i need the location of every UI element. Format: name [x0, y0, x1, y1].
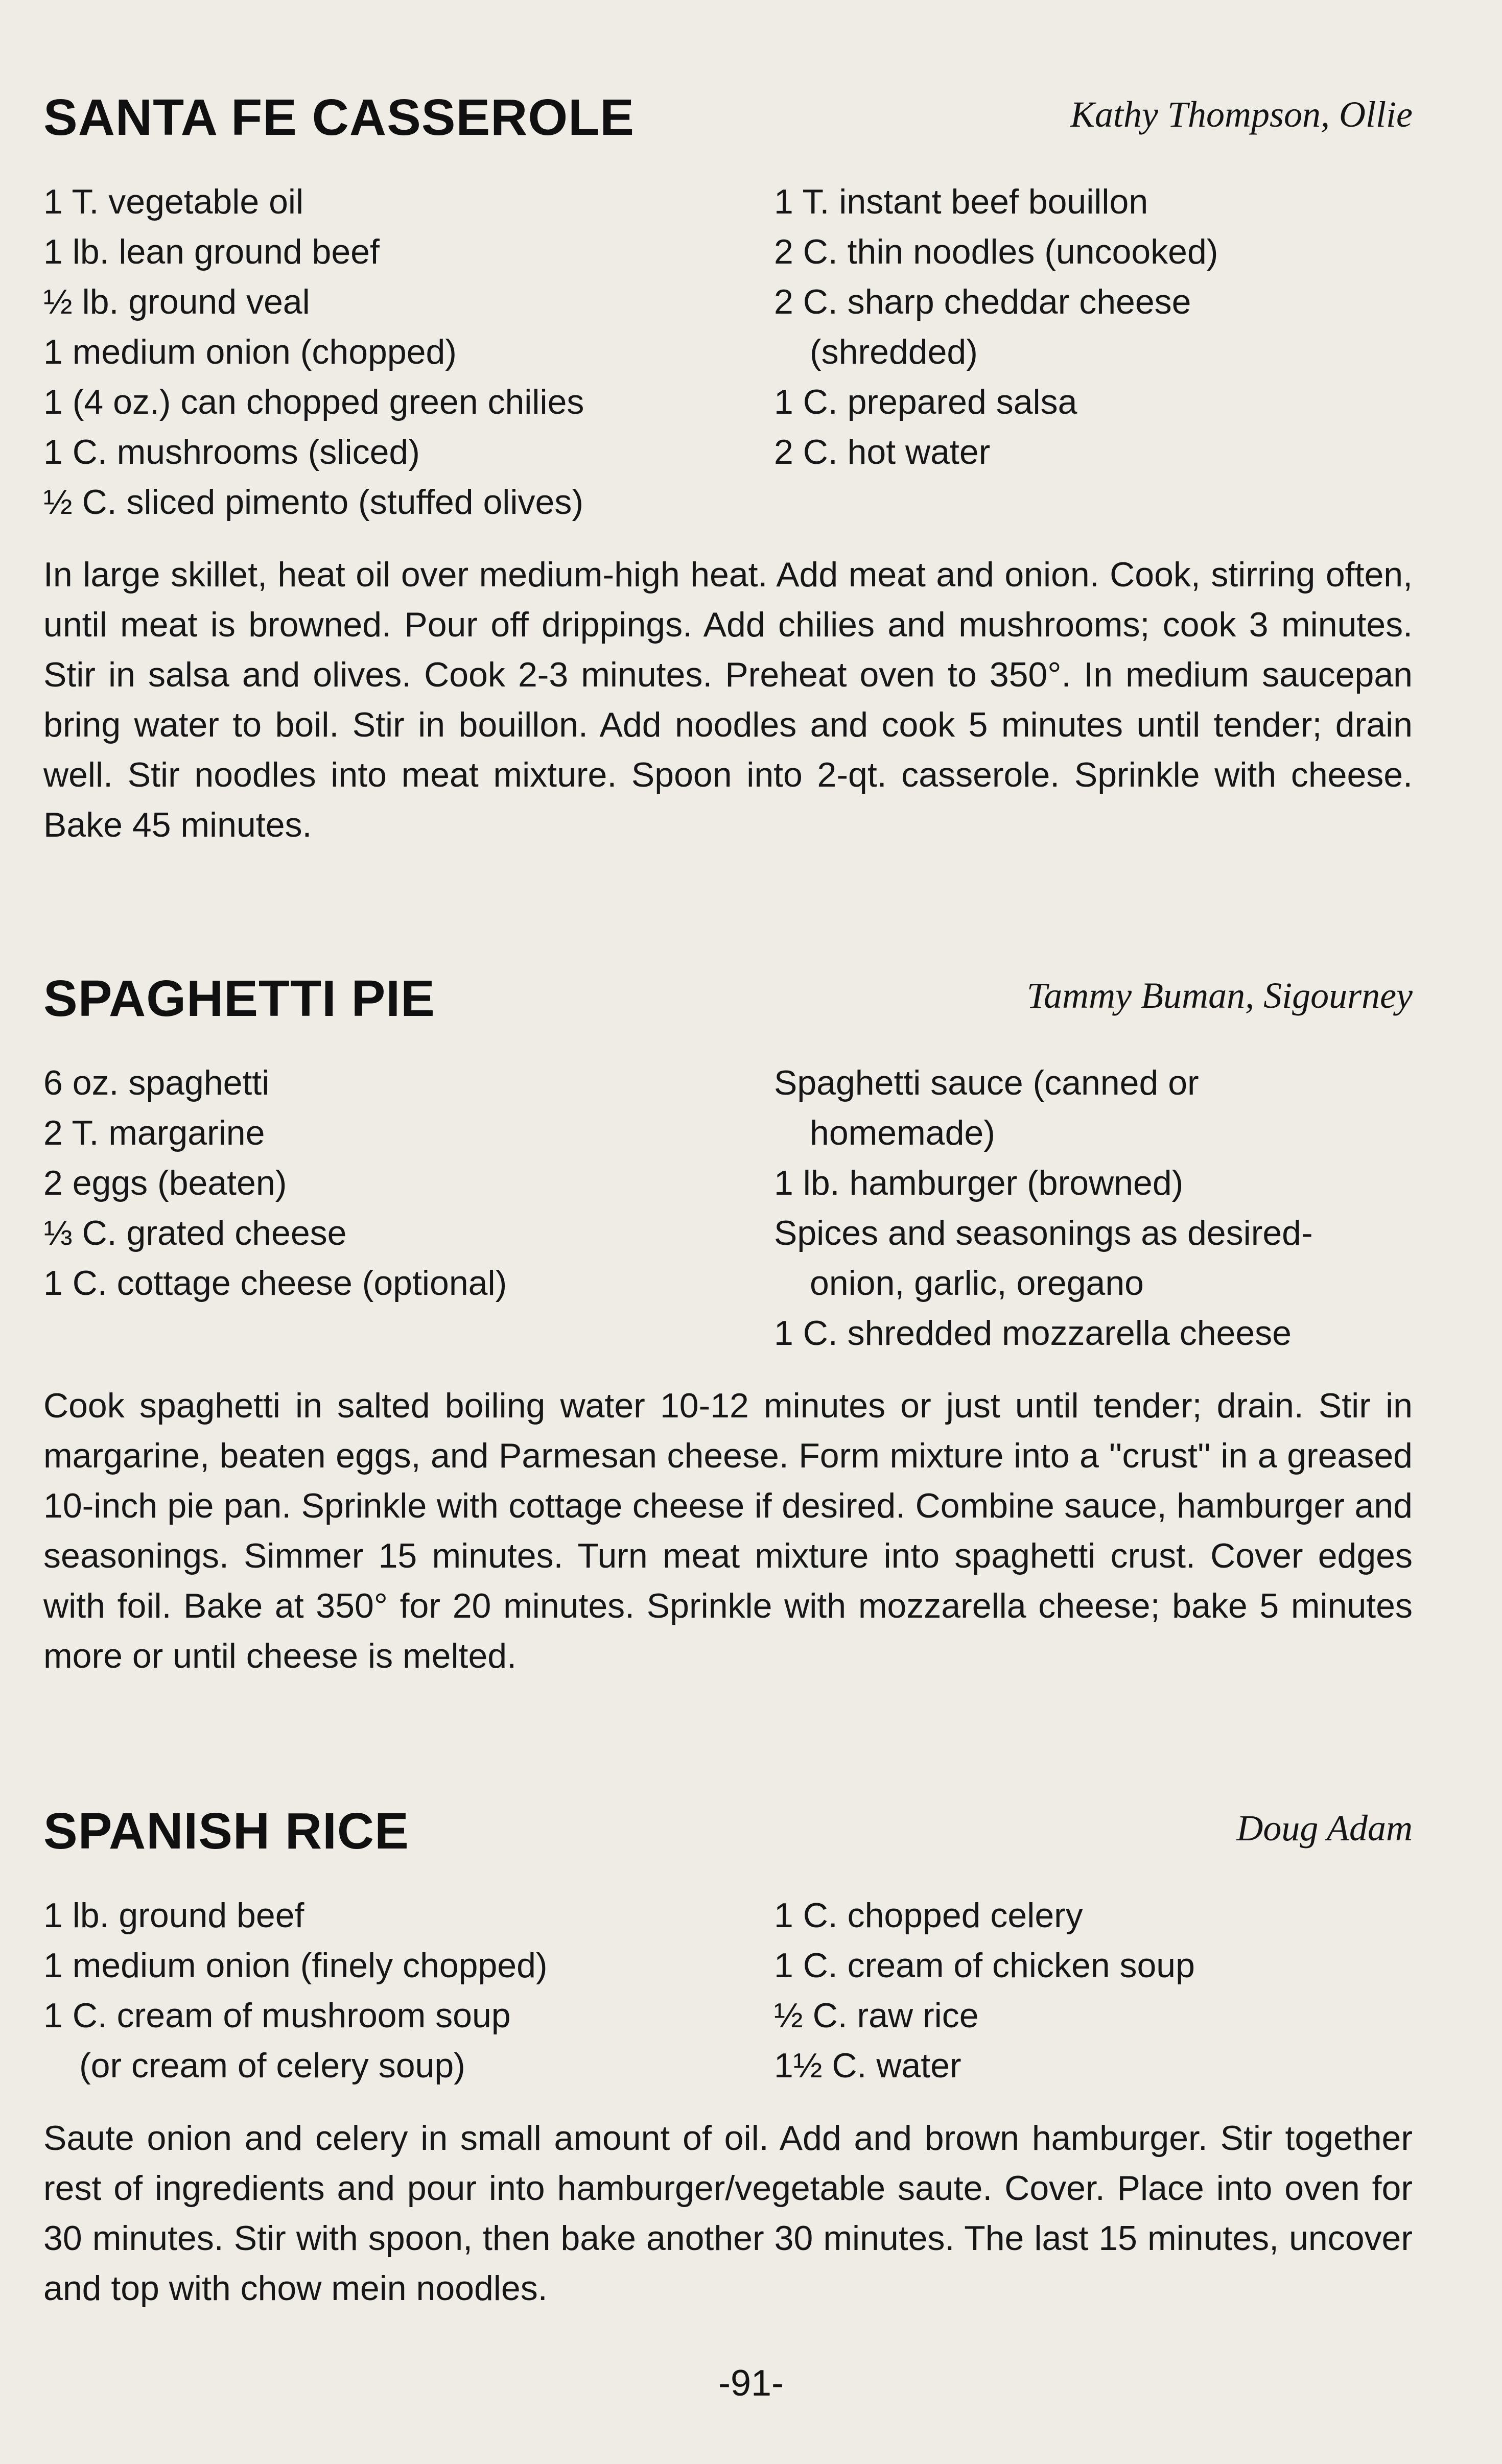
ingredient-item: 1 C. cream of mushroom soup	[43, 1996, 511, 2035]
recipe-title: SPAGHETTI PIE	[43, 970, 435, 1027]
recipe-author: Tammy Buman, Sigourney	[1026, 975, 1413, 1016]
ingredient-item: onion, garlic, oregano	[810, 1264, 1144, 1302]
ingredient-item: 1 lb. ground beef	[43, 1896, 304, 1935]
recipe-directions: Cook spaghetti in salted boiling water 10-12 minutes or just until tender; drain. Stir in margarine, beaten eggs, and Parmesan cheese. Form mixture into a ''crust'' in a greased 10-inch pie pan. Sprinkle with cottage cheese if desired. Combine sauce, hamburger and seasonings. Simmer 15 minutes. Turn meat mixture into spaghetti crust. Cover edges with foil. Bake at 350° for 20 minutes. Sprinkle with mozzarella cheese; bake 5 minutes more or until cheese is melted.	[43, 1386, 1413, 1675]
recipe-santa-fe-casserole	[43, 87, 1413, 885]
ingredient-column-right	[774, 1058, 1413, 1358]
ingredient-column-right	[774, 1890, 1413, 2091]
ingredient-item: Spices and seasonings as desired-	[774, 1214, 1313, 1252]
ingredient-column-left	[43, 1058, 774, 1358]
ingredient-item: ½ lb. ground veal	[43, 282, 310, 321]
recipe-title: SPANISH RICE	[43, 1803, 409, 1860]
ingredient-item: 1 (4 oz.) can chopped green chilies	[43, 383, 584, 421]
ingredient-item: 2 eggs (beaten)	[43, 1164, 287, 1202]
ingredient-column-left	[43, 177, 774, 527]
ingredient-item: 1 T. vegetable oil	[43, 182, 304, 221]
ingredient-item: 1 C. mushrooms (sliced)	[43, 433, 420, 471]
recipe-author: Doug Adam	[1236, 1808, 1413, 1849]
recipe-directions: In large skillet, heat oil over medium-high heat. Add meat and onion. Cook, stirring often, until meat is browned. Pour off drippings. Add chilies and mushrooms; cook 3 minutes. Stir in salsa and olives. Cook 2-3 minutes. Preheat oven to 350°. In medium saucepan bring water to boil. Stir in bouillon. Add noodles and cook 5 minutes until tender; drain well. Stir noodles into meat mixture. Spoon into 2-qt. casserole. Sprinkle with cheese. Bake 45 minutes.	[43, 555, 1413, 844]
ingredient-item: ⅓ C. grated cheese	[43, 1214, 347, 1252]
ingredient-item: ½ C. sliced pimento (stuffed olives)	[43, 483, 583, 522]
ingredient-column-left	[43, 1890, 774, 2091]
ingredient-item: 1 medium onion (chopped)	[43, 333, 457, 371]
ingredient-item: 1½ C. water	[774, 2046, 961, 2085]
ingredient-item: 2 C. sharp cheddar cheese	[774, 282, 1191, 321]
ingredient-item: (shredded)	[810, 333, 978, 371]
ingredient-item: Spaghetti sauce (canned or	[774, 1063, 1199, 1102]
ingredient-item: 6 oz. spaghetti	[43, 1063, 270, 1102]
recipe-header	[43, 1800, 1413, 1862]
recipe-directions: Saute onion and celery in small amount of oil. Add and brown hamburger. Stir together rest of ingredients and pour into hamburger/vegetable saute. Cover. Place into oven for 30 minutes. Stir with spoon, then bake another 30 minutes. The last 15 minutes, uncover and top with chow mein noodles.	[43, 2119, 1413, 2308]
ingredient-item: 2 C. hot water	[774, 433, 991, 471]
ingredient-item: 1 lb. hamburger (browned)	[774, 1164, 1184, 1202]
ingredient-list	[43, 1058, 1413, 1358]
ingredient-item: ½ C. raw rice	[774, 1996, 979, 2035]
recipe-header	[43, 87, 1413, 148]
ingredient-item: 1 C. cream of chicken soup	[774, 1946, 1195, 1985]
recipe-title: SANTA FE CASSEROLE	[43, 89, 635, 146]
ingredient-item: 1 medium onion (finely chopped)	[43, 1946, 548, 1985]
ingredient-item: 1 C. cottage cheese (optional)	[43, 1264, 507, 1302]
ingredient-item: 2 T. margarine	[43, 1113, 265, 1152]
ingredient-item: 1 C. prepared salsa	[774, 383, 1077, 421]
recipe-author: Kathy Thompson, Ollie	[1070, 94, 1413, 135]
ingredient-list	[43, 1890, 1413, 2091]
page-number: -91-	[718, 2363, 784, 2404]
recipe-spanish-rice	[43, 1800, 1413, 2348]
ingredient-item: homemade)	[810, 1113, 995, 1152]
ingredient-item: 1 C. shredded mozzarella cheese	[774, 1314, 1292, 1353]
ingredient-item: (or cream of celery soup)	[79, 2046, 465, 2085]
ingredient-item: 1 C. chopped celery	[774, 1896, 1083, 1935]
recipe-header	[43, 968, 1413, 1029]
ingredient-column-right	[774, 177, 1413, 527]
ingredient-list	[43, 177, 1413, 527]
ingredient-item: 2 C. thin noodles (uncooked)	[774, 232, 1218, 271]
ingredient-item: 1 lb. lean ground beef	[43, 232, 380, 271]
recipe-spaghetti-pie	[43, 968, 1413, 1716]
ingredient-item: 1 T. instant beef bouillon	[774, 182, 1148, 221]
